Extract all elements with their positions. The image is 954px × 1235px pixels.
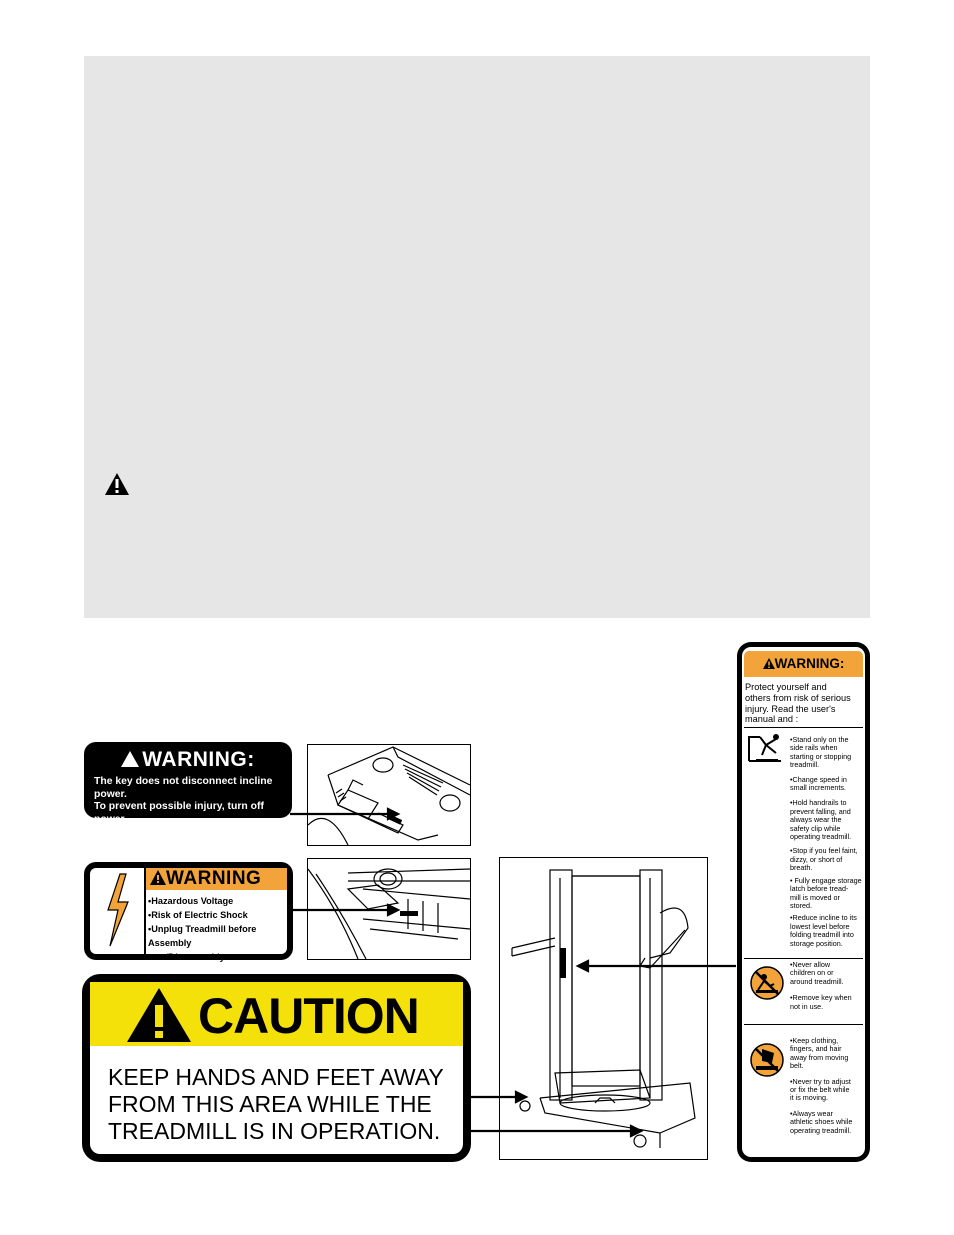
arrow-head xyxy=(388,905,398,915)
warning-line: breath. xyxy=(790,863,813,873)
caution-line: TREADMILL IS IN OPERATION. xyxy=(108,1118,441,1144)
warning-line: children on or xyxy=(790,968,834,978)
warning-line: prevent falling, and xyxy=(790,806,851,816)
warning-line: athletic shoes while xyxy=(790,1117,853,1127)
warning-line: •Never allow xyxy=(790,960,831,969)
warning-line: always wear the xyxy=(790,815,842,825)
warning-line: •Stop if you feel faint, xyxy=(790,846,858,856)
caution-title: CAUTION xyxy=(198,988,419,1044)
caution-line: FROM THIS AREA WHILE THE xyxy=(108,1091,432,1117)
voltage-item: •Hazardous Voltage xyxy=(148,896,234,906)
voltage-warning-title: WARNING xyxy=(166,868,262,889)
warning-line: away from moving xyxy=(790,1052,849,1062)
warning-line: • Fully engage storage xyxy=(790,875,862,885)
voltage-item: /Disassembly. xyxy=(166,952,227,962)
key-warning-title: WARNING: xyxy=(142,748,255,771)
key-warning-line: To prevent possible injury, turn off power xyxy=(94,801,264,825)
warning-line: •Reduce incline to its xyxy=(790,913,857,923)
caution-line: KEEP HANDS AND FEET AWAY xyxy=(108,1064,444,1090)
warning-line: •Never try to adjust xyxy=(790,1076,851,1086)
warning-line: mill is moved or xyxy=(790,892,840,902)
warning-line: •Always wear xyxy=(790,1108,833,1118)
voltage-item: •Risk of Electric Shock xyxy=(148,910,248,920)
intro-line: Protect yourself and xyxy=(745,682,827,692)
intro-line: manual and : xyxy=(745,714,799,725)
warning-line: safety clip while xyxy=(790,823,841,833)
warning-line: starting or stopping xyxy=(790,751,852,761)
warning-line: dizzy, or short of xyxy=(790,854,843,864)
warning-line: latch before tread- xyxy=(790,884,849,894)
key-warning-line: switch and unplug treadmill when not in use. xyxy=(94,826,280,850)
warning-line: •Stand only on the xyxy=(790,735,849,744)
warning-line: small increments. xyxy=(790,783,846,793)
warning-line: •Keep clothing, xyxy=(790,1036,839,1045)
warning-line: it is moving. xyxy=(790,1093,828,1103)
warning-line: lowest level before xyxy=(790,921,850,931)
intro-line: others from risk of serious xyxy=(745,692,851,703)
arrow-head xyxy=(388,809,398,819)
warning-line: not in use. xyxy=(790,1001,824,1011)
arrow-head xyxy=(631,1126,641,1136)
warning-line: •Remove key when xyxy=(790,993,852,1003)
warning-line: storage position. xyxy=(790,938,843,948)
warning-line: fingers, and hair xyxy=(790,1044,842,1054)
voltage-item: •Unplug Treadmill before Assembly xyxy=(148,924,257,948)
warning-line: around treadmill. xyxy=(790,976,844,986)
warning-line: operating treadmill. xyxy=(790,1125,852,1135)
side-warning-title: WARNING: xyxy=(774,656,845,671)
warning-line: •Hold handrails to xyxy=(790,798,847,808)
key-warning-line: The key does not disconnect incline power. xyxy=(94,776,273,800)
arrow-head xyxy=(516,1092,526,1102)
arrow-head xyxy=(578,961,588,971)
warning-line: treadmill. xyxy=(790,760,820,770)
warning-line: belt. xyxy=(790,1061,804,1071)
warning-line: stored. xyxy=(790,900,812,910)
warning-line: operating treadmill. xyxy=(790,832,852,842)
warning-line: folding treadmill into xyxy=(790,930,854,940)
intro-line: injury. Read the user's xyxy=(745,703,836,714)
warning-line: side rails when xyxy=(790,743,838,753)
warning-line: •Change speed in xyxy=(790,774,847,784)
warning-line: or fix the belt while xyxy=(790,1085,850,1095)
